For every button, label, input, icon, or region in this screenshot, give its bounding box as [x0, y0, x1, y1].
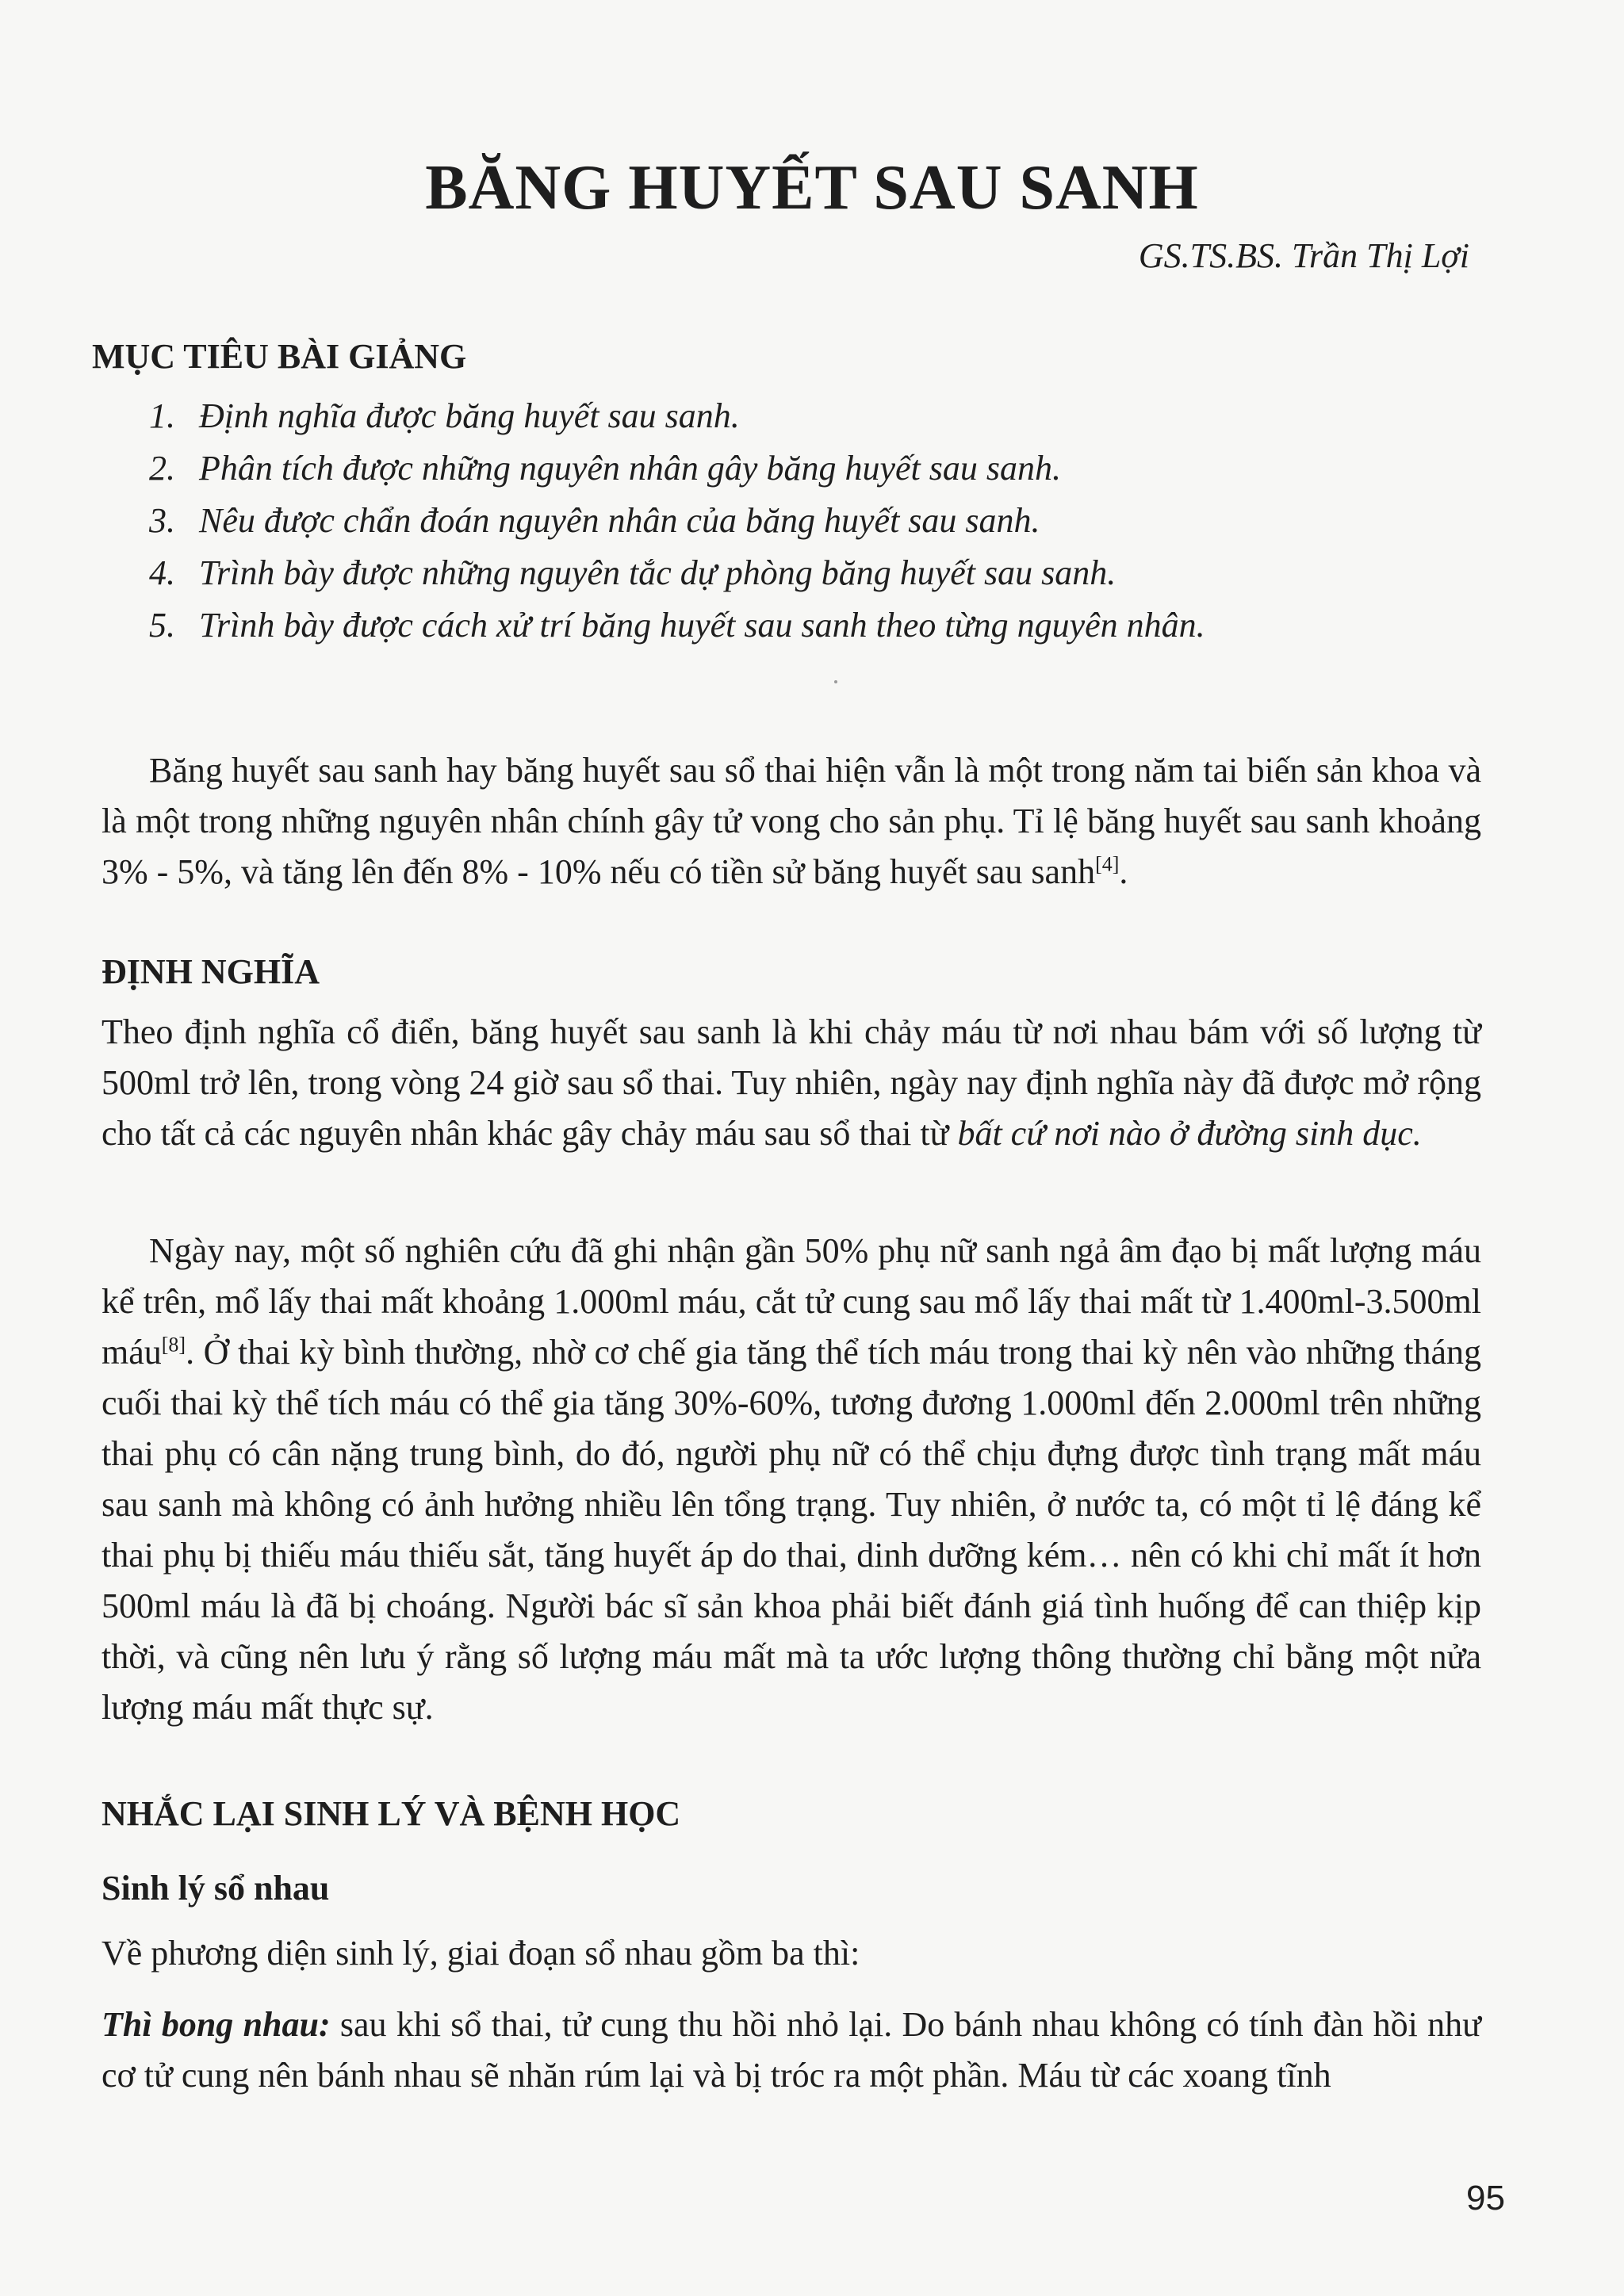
- objective-number: 2.: [149, 449, 175, 488]
- objective-item: [149, 599, 1205, 652]
- objective-number: 4.: [149, 553, 175, 592]
- objective-item: [149, 390, 1205, 442]
- phase-text: sau khi sổ thai, tử cung thu hồi nhỏ lại. Do bánh nhau không có tính đàn hồi như cơ tử cung nên bánh nhau sẽ nhăn rúm lại và bị tróc ra một phần. Máu từ các xoang tĩnh: [102, 2005, 1482, 2095]
- physiology-paragraph-1: [102, 1928, 1481, 1979]
- intro-text: Băng huyết sau sanh hay băng huyết sau sổ thai hiện vẫn là một trong năm tai biến sản khoa và là một trong những nguyên nhân chính gây tử vong cho sản phụ. Tỉ lệ băng huyết sau sanh khoảng 3% - 5%, và tăng lên đến 8% - 10% nếu có tiền sử băng huyết sau sanh: [102, 751, 1481, 891]
- author-line: GS.TS.BS. Trần Thị Lợi: [1138, 236, 1469, 275]
- physiology-subheading: Sinh lý sổ nhau: [102, 1869, 330, 1908]
- page-number: 95: [1466, 2179, 1505, 2218]
- objective-text: Phân tích được những nguyên nhân gây băng huyết sau sanh.: [199, 449, 1061, 488]
- physiology-p1-text: Về phương diện sinh lý, giai đoạn sổ nhau gồm ba thì:: [102, 1934, 860, 1973]
- definition-paragraph-2: [102, 1226, 1481, 1733]
- phase-label: Thì bong nhau:: [102, 2005, 331, 2044]
- page-title: BĂNG HUYẾT SAU SANH: [425, 153, 1199, 223]
- objective-item: [149, 495, 1205, 547]
- objectives-heading: MỤC TIÊU BÀI GIẢNG: [92, 337, 467, 376]
- definition-p2-b: . Ở thai kỳ bình thường, nhờ cơ chế gia tăng thể tích máu trong thai kỳ nên vào những tháng cuối thai kỳ thể tích máu có thể gia tăng 30%-60%, tương đương 1.000ml đến 2.000ml trên những thai phụ có cân nặng trung bình, do đó, người phụ nữ có thể chịu đựng được tình trạng mất máu sau sanh mà không có ảnh hưởng nhiều lên tổng trạng. Tuy nhiên, ở nước ta, có một tỉ lệ đáng kể thai phụ bị thiếu máu thiếu sắt, tăng huyết áp do thai, dinh dưỡng kém… nên có khi chỉ mất ít hơn 500ml máu là đã bị choáng. Người bác sĩ sản khoa phải biết đánh giá tình huống để can thiệp kịp thời, và cũng nên lưu ý rằng số lượng máu mất mà ta ước lượng thông thường chỉ bằng một nửa lượng máu mất thực sự.: [102, 1333, 1481, 1727]
- objective-text: Trình bày được những nguyên tắc dự phòng băng huyết sau sanh.: [199, 553, 1116, 592]
- definition-italic: bất cứ nơi nào ở đường sinh dục.: [957, 1114, 1422, 1153]
- objectives-list: [149, 390, 1205, 652]
- scan-speck: [834, 680, 837, 683]
- physiology-heading: NHẮC LẠI SINH LÝ VÀ BỆNH HỌC: [102, 1794, 681, 1833]
- citation-ref: [8]: [161, 1333, 186, 1357]
- objective-number: 5.: [149, 606, 175, 645]
- citation-ref: [4]: [1095, 852, 1120, 876]
- definition-paragraph-1: [102, 1007, 1481, 1159]
- objective-text: Trình bày được cách xử trí băng huyết sau sanh theo từng nguyên nhân.: [199, 606, 1205, 645]
- objective-number: 3.: [149, 501, 175, 540]
- objective-item: [149, 442, 1205, 495]
- objective-number: 1.: [149, 396, 175, 435]
- definition-text: Theo định nghĩa cổ điển, băng huyết sau sanh là khi chảy máu từ nơi nhau bám với số lượng từ 500ml trở lên, trong vòng 24 giờ sau sổ thai. Tuy nhiên, ngày nay định nghĩa này đã được mở rộng cho tất cả các nguyên nhân khác gây chảy máu sau sổ thai từ: [102, 1012, 1481, 1153]
- objective-item: [149, 547, 1205, 599]
- intro-paragraph: [102, 745, 1481, 897]
- definition-heading: ĐỊNH NGHĨA: [102, 952, 320, 991]
- intro-end: .: [1119, 852, 1128, 891]
- definition-p2-a: Ngày nay, một số nghiên cứu đã ghi nhận gần 50% phụ nữ sanh ngả âm đạo bị mất lượng máu kể trên, mổ lấy thai mất khoảng 1.000ml máu, cắt tử cung sau mổ lấy thai mất từ 1.400ml-3.500ml máu: [102, 1231, 1481, 1372]
- objective-text: Định nghĩa được băng huyết sau sanh.: [199, 396, 740, 435]
- objective-text: Nêu được chẩn đoán nguyên nhân của băng huyết sau sanh.: [199, 501, 1040, 540]
- physiology-paragraph-2: [102, 1999, 1481, 2101]
